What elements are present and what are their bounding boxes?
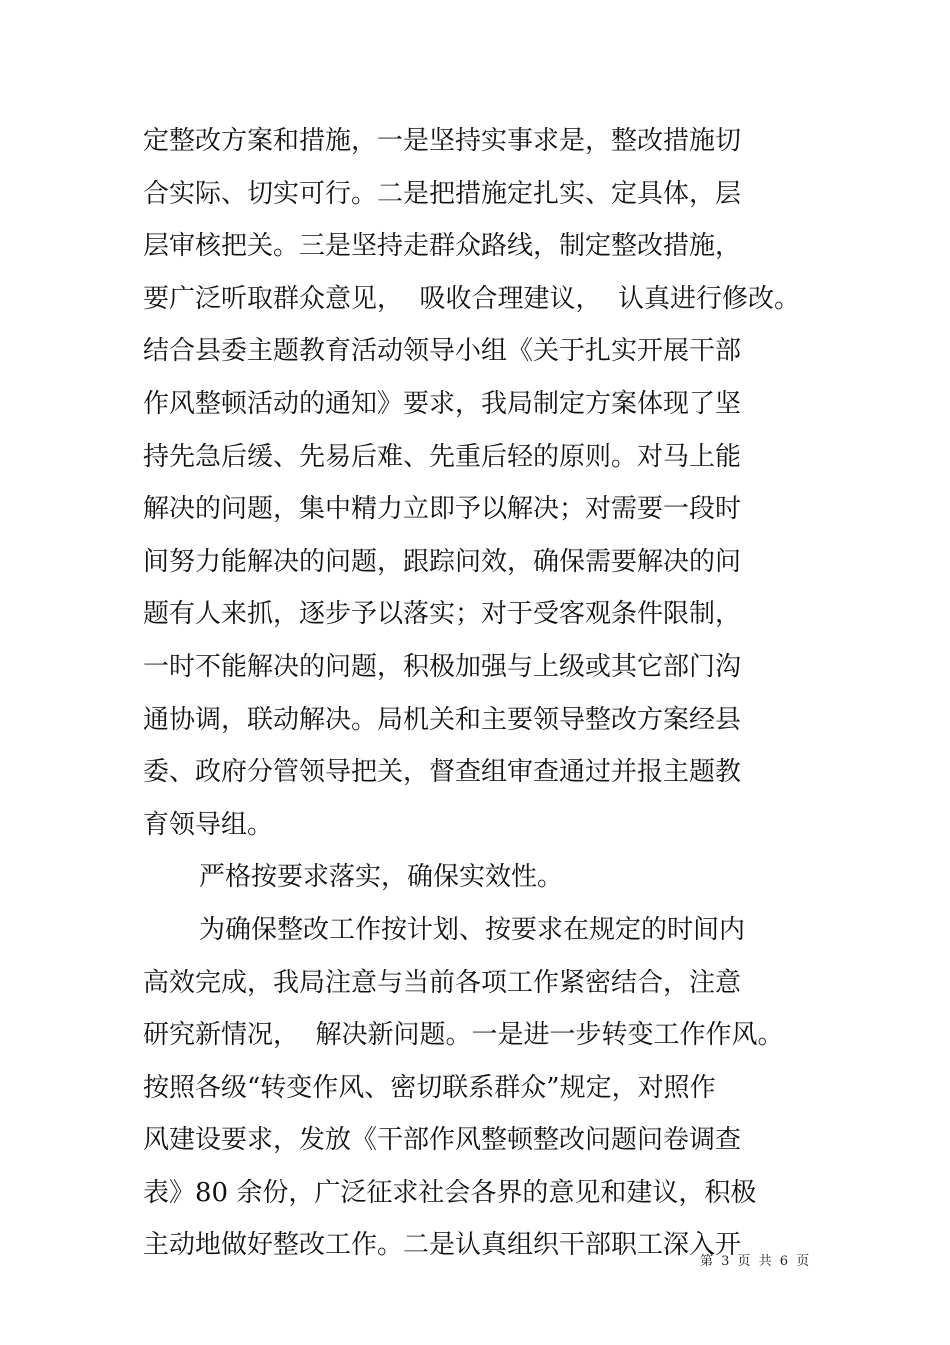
text-line: 通协调，联动解决。局机关和主要领导整改方案经县 bbox=[143, 704, 742, 735]
text-line: 育领导组。 bbox=[143, 809, 274, 840]
text-line: 结合县委主题教育活动领导小组《关于扎实开展干部 bbox=[143, 336, 742, 367]
text-line: 间努力能解决的问题，跟踪问效，确保需要解决的问 bbox=[143, 546, 742, 577]
text-line: 要广泛听取群众意见， 吸收合理建议， 认真进行修改。 bbox=[143, 283, 801, 314]
text-line: 题有人来抓，逐步予以落实；对于受客观条件限制， bbox=[143, 599, 742, 630]
text-line: 委、政府分管领导把关，督查组审查通过并报主题教 bbox=[143, 757, 742, 788]
text-line: 表》80 余份，广泛征求社会各界的意见和建议，积极 bbox=[143, 1177, 757, 1208]
text-line: 持先急后缓、先易后难、先重后轻的原则。对马上能 bbox=[143, 441, 742, 472]
section-heading: 严格按要求落实，确保实效性。 bbox=[199, 862, 564, 893]
page-number-footer: 第 3 页 共 6 页 bbox=[700, 1254, 812, 1269]
text-line: 一时不能解决的问题，积极加强与上级或其它部门沟 bbox=[143, 651, 742, 682]
paragraph-start-line: 为确保整改工作按计划、按要求在规定的时间内 bbox=[199, 914, 746, 945]
text-line: 按照各级“转变作风、密切联系群众”规定，对照作 bbox=[143, 1072, 716, 1103]
text-line: 风建设要求，发放《干部作风整顿整改问题问卷调查 bbox=[143, 1125, 742, 1156]
text-line: 定整改方案和措施，一是坚持实事求是，整改措施切 bbox=[143, 126, 742, 156]
text-line: 层审核把关。三是坚持走群众路线，制定整改措施， bbox=[143, 231, 742, 262]
text-line: 合实际、切实可行。二是把措施定扎实、定具体，层 bbox=[143, 178, 742, 209]
text-line: 高效完成，我局注意与当前各项工作紧密结合，注意 bbox=[143, 967, 742, 998]
text-line: 作风整顿活动的通知》要求，我局制定方案体现了坚 bbox=[143, 388, 742, 419]
text-line: 主动地做好整改工作。二是认真组织干部职工深入开 bbox=[143, 1230, 742, 1261]
text-line: 研究新情况， 解决新问题。一是进一步转变工作作风。 bbox=[143, 1020, 784, 1051]
body-text bbox=[143, 122, 823, 1279]
text-line: 解决的问题，集中精力立即予以解决；对需要一段时 bbox=[143, 494, 742, 525]
